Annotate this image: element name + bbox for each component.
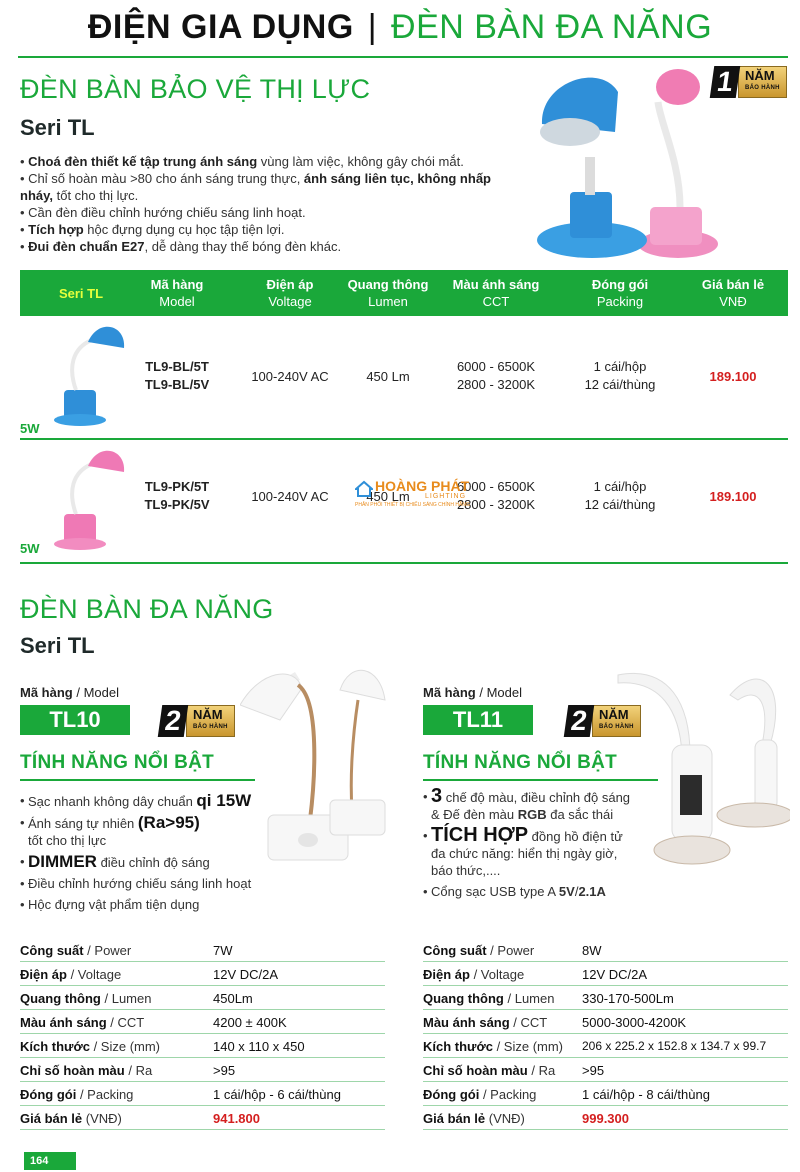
tl10-feature-4: • Điều chỉnh hướng chiếu sáng linh hoạt bbox=[20, 875, 280, 892]
watermark-brand: HOÀNG PHÁT bbox=[375, 478, 470, 494]
bullet-2: • Chỉ số hoàn màu >80 cho ánh sáng trung thực, ánh sáng liên tục, không nhấp nháy, tốt cho thị lực. bbox=[20, 171, 491, 203]
tl10-model-pill: TL10 bbox=[20, 705, 130, 735]
spec-row: Quang thông / Lumen 330-170-500Lm bbox=[423, 986, 788, 1010]
tl10-feature-rule bbox=[20, 779, 255, 781]
row-voltage: 100-240V AC bbox=[251, 369, 329, 384]
blue-lamp-holder bbox=[570, 192, 612, 238]
spec-row: Điện áp / Voltage 12V DC/2A bbox=[423, 962, 788, 986]
header-rule bbox=[18, 56, 788, 58]
col-price: Giá bán lẻ VNĐ bbox=[701, 277, 765, 309]
row-model: TL9-PK/5T TL9-PK/5V bbox=[144, 479, 210, 512]
product-table-header bbox=[20, 270, 788, 316]
row-cct: 6000 - 6500K 2800 - 3200K bbox=[456, 359, 536, 392]
tl11-spec-table bbox=[423, 938, 788, 1130]
page-number: 164 bbox=[24, 1152, 76, 1170]
pink-lamp-thumbnail bbox=[50, 442, 130, 552]
row-cct: 6000 - 6500K 2800 - 3200K bbox=[456, 479, 536, 512]
row-lumen: 450 Lm bbox=[366, 369, 410, 384]
blue-lamp-bulb bbox=[540, 118, 600, 146]
section1-series: Seri TL bbox=[20, 115, 95, 140]
blue-lamp-thumbnail bbox=[50, 318, 130, 428]
row-packing: 1 cái/hộp 12 cái/thùng bbox=[584, 359, 656, 392]
tl10-feature-title: TÍNH NĂNG NỔI BẬT bbox=[20, 752, 215, 773]
section2-title: ĐÈN BÀN ĐA NĂNG bbox=[20, 594, 274, 624]
col-cct: Màu ánh sáng CCT bbox=[452, 277, 540, 309]
bullet-5: • Đui đèn chuẩn E27, dễ dàng thay thế bóng đèn khác. bbox=[20, 239, 342, 254]
spec-row: Kích thước / Size (mm) 140 x 110 x 450 bbox=[20, 1034, 385, 1058]
col-lumen: Quang thông Lumen bbox=[347, 277, 429, 309]
spec-row: Chỉ số hoàn màu / Ra >95 bbox=[423, 1058, 788, 1082]
tl10-warranty-badge: 2 NĂM BẢO HÀNH bbox=[160, 705, 235, 737]
table-row bbox=[20, 318, 788, 438]
tl10-model-label: Mã hàng / Model bbox=[20, 685, 119, 700]
qi-icon: qi bbox=[196, 791, 212, 810]
tl10-feature-1: • Sạc nhanh không dây chuẩn qi 15W bbox=[20, 792, 280, 810]
tl10-feature-5: • Hộc đựng vật phẩm tiện dụng bbox=[20, 896, 280, 913]
warranty-text: NĂM BẢO HÀNH bbox=[738, 66, 787, 98]
page-header bbox=[0, 8, 800, 47]
spec-row: Quang thông / Lumen 450Lm bbox=[20, 986, 385, 1010]
watermark-lighting: LIGHTING bbox=[425, 493, 467, 500]
col-voltage: Điện áp Voltage bbox=[266, 277, 314, 309]
tl11-feature-3: • Cổng sạc USB type A 5V/2.1A bbox=[423, 883, 673, 900]
blue-lamp-neck bbox=[585, 157, 595, 195]
tl11-lamp-image bbox=[610, 665, 790, 890]
tl11-feature-title: TÍNH NĂNG NỔI BẬT bbox=[423, 752, 618, 773]
bullet-1: • Choá đèn thiết kế tập trung ánh sáng vùng làm việc, không gây chói mắt. bbox=[20, 154, 464, 169]
tl10-feature-3: • DIMMER điều chỉnh độ sáng bbox=[20, 853, 280, 871]
tl11-feature-1: • 3 chế độ màu, điều chỉnh độ sáng & Đế đèn màu RGB đa sắc thái bbox=[423, 788, 673, 823]
section2-series: Seri TL bbox=[20, 633, 95, 658]
row-packing: 1 cái/hộp 12 cái/thùng bbox=[584, 479, 656, 512]
warranty-num: 1 bbox=[710, 66, 740, 98]
row-voltage: 100-240V AC bbox=[251, 489, 329, 504]
watermark-tagline: PHÂN PHỐI THIẾT BỊ CHIẾU SÁNG CHÍNH HÃNG bbox=[355, 502, 470, 508]
spec-row: Đóng gói / Packing 1 cái/hộp - 8 cái/thùng bbox=[423, 1082, 788, 1106]
pink-lamp-neck bbox=[658, 102, 680, 207]
col-packing: Đóng gói Packing bbox=[591, 277, 649, 309]
pink-lamp-holder bbox=[650, 207, 702, 245]
row-watt: 5W bbox=[20, 421, 40, 436]
lamp-illustration bbox=[530, 62, 720, 267]
header-separator: | bbox=[367, 8, 378, 46]
spec-row: Công suất / Power 8W bbox=[423, 938, 788, 962]
tl11-model-label: Mã hàng / Model bbox=[423, 685, 522, 700]
tl11-model-pill: TL11 bbox=[423, 705, 533, 735]
spec-row: Màu ánh sáng / CCT 5000-3000-4200K bbox=[423, 1010, 788, 1034]
header-sub: ĐÈN BÀN ĐA NĂNG bbox=[391, 8, 713, 46]
spec-row: Công suất / Power 7W bbox=[20, 938, 385, 962]
col-series: Seri TL bbox=[58, 286, 104, 301]
bullet-4: • Tích hợp hộc đựng dụng cụ học tập tiện lợi. bbox=[20, 222, 285, 237]
spec-row: Kích thước / Size (mm) 206 x 225.2 x 152.8 x 134.7 x 99.7 bbox=[423, 1034, 788, 1058]
pink-lamp-shade bbox=[656, 69, 700, 105]
bullet-3: • Cần đèn điều chỉnh hướng chiếu sáng linh hoạt. bbox=[20, 205, 306, 220]
warranty-badge-1yr bbox=[712, 66, 787, 98]
spec-row: Điện áp / Voltage 12V DC/2A bbox=[20, 962, 385, 986]
spec-row: Đóng gói / Packing 1 cái/hộp - 6 cái/thùng bbox=[20, 1082, 385, 1106]
section1-title: ĐÈN BÀN BẢO VỆ THỊ LỰC bbox=[20, 74, 371, 104]
section1-bullets bbox=[20, 153, 520, 255]
house-icon bbox=[355, 480, 373, 498]
hero-lamps-image bbox=[530, 62, 720, 267]
tl11-feature-2: • TÍCH HỢP đồng hồ điện tử đa chức năng: hiển thị ngày giờ, báo thức,.... bbox=[423, 827, 673, 879]
watermark-logo bbox=[355, 478, 475, 514]
header-main: ĐIỆN GIA DỤNG bbox=[87, 8, 354, 46]
spec-row: Giá bán lẻ (VNĐ) 999.300 bbox=[423, 1106, 788, 1130]
row-watt: 5W bbox=[20, 541, 40, 556]
row-price: 189.100 bbox=[709, 489, 757, 504]
row-price: 189.100 bbox=[709, 369, 757, 384]
row-divider bbox=[20, 562, 788, 564]
row-model: TL9-BL/5T TL9-BL/5V bbox=[144, 359, 210, 392]
row-lumen: 450 Lm bbox=[366, 489, 410, 504]
spec-row: Màu ánh sáng / CCT 4200 ± 400K bbox=[20, 1010, 385, 1034]
tl10-lamp-image bbox=[240, 660, 390, 875]
spec-row: Giá bán lẻ (VNĐ) 941.800 bbox=[20, 1106, 385, 1130]
col-model: Mã hàng Model bbox=[150, 277, 204, 309]
tl10-feature-2: • Ánh sáng tự nhiên (Ra>95) tốt cho thị lực bbox=[20, 814, 280, 849]
spec-row: Chỉ số hoàn màu / Ra >95 bbox=[20, 1058, 385, 1082]
tl11-warranty-badge: 2 NĂM BẢO HÀNH bbox=[566, 705, 641, 737]
tl10-spec-table bbox=[20, 938, 385, 1130]
